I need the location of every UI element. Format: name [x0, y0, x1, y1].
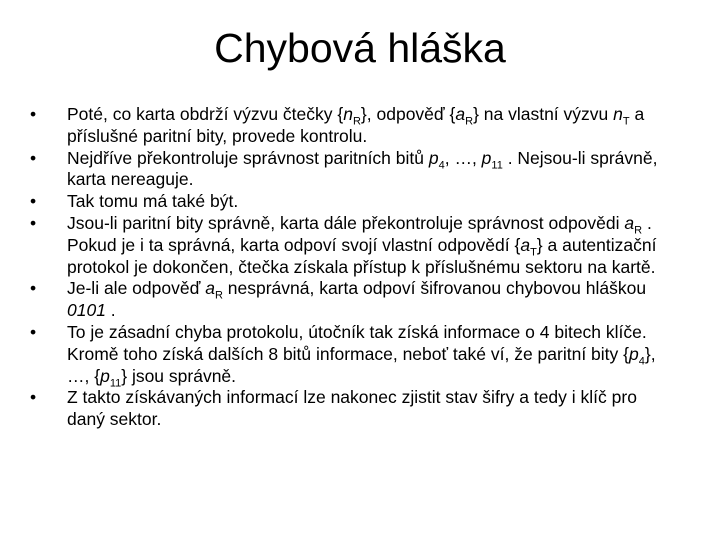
bullet-item	[30, 321, 670, 390]
bullet-item	[30, 278, 670, 322]
bullet-item	[30, 148, 670, 192]
bullet-item	[30, 213, 670, 278]
bullet-item	[30, 387, 670, 431]
bullet-dot: •	[30, 387, 37, 408]
bullet-list	[30, 104, 670, 431]
bullet-item	[30, 191, 670, 213]
bullet-text: Je-li ale odpověď $a_R$ nesprávná, karta odpoví šifrovanou chybovou hláškou 0101 .	[67, 278, 647, 321]
bullet-dot: •	[30, 104, 37, 124]
bullet-text: Nejdříve překontroluje správnost paritních bitů $p_4$, …, $p_{11}$ . Nejsou-li správně, karta nereaguje.	[67, 147, 658, 190]
bullet-text: Tak tomu má také být.	[67, 191, 239, 212]
bullet-dot: •	[30, 321, 37, 342]
bullet-item	[30, 104, 670, 148]
bullet-dot: •	[30, 278, 37, 299]
bullet-text: To je zásadní chyba protokolu, útočník tak získá informace o 4 bitech klíče. Kromě toho získá dalších 8 bitů informace, neboť také ví, že paritní bity $\{p_4\}$, …, $\{p_{11}\}$ jsou správně.	[67, 321, 656, 390]
bullet-dot: •	[30, 191, 37, 212]
slide-title: Chybová hláška	[214, 25, 506, 71]
bullet-dot: •	[30, 147, 37, 168]
bullet-dot: •	[30, 212, 37, 233]
bullet-text: Jsou-li paritní bity správně, karta dále překontroluje správnost odpovědi $a_R$ . Pokud je i ta správná, karta odpoví svojí vlastní odpovědí $\{a_T\}$ a autentizační protokol je dokončen, čtečka získala přístup k příslušnému sektoru na kartě.	[67, 212, 657, 277]
bullet-text: Z takto získávaných informací lze nakonec zjistit stav šifry a tedy i klíč pro daný sektor.	[67, 387, 637, 430]
bullet-text: Poté, co karta obdrží výzvu čtečky $\{n_R\}$, odpověď $\{a_R\}$ na vlastní výzvu $n_T$ a příslušné paritní bity, provede kontrolu.	[67, 104, 645, 146]
